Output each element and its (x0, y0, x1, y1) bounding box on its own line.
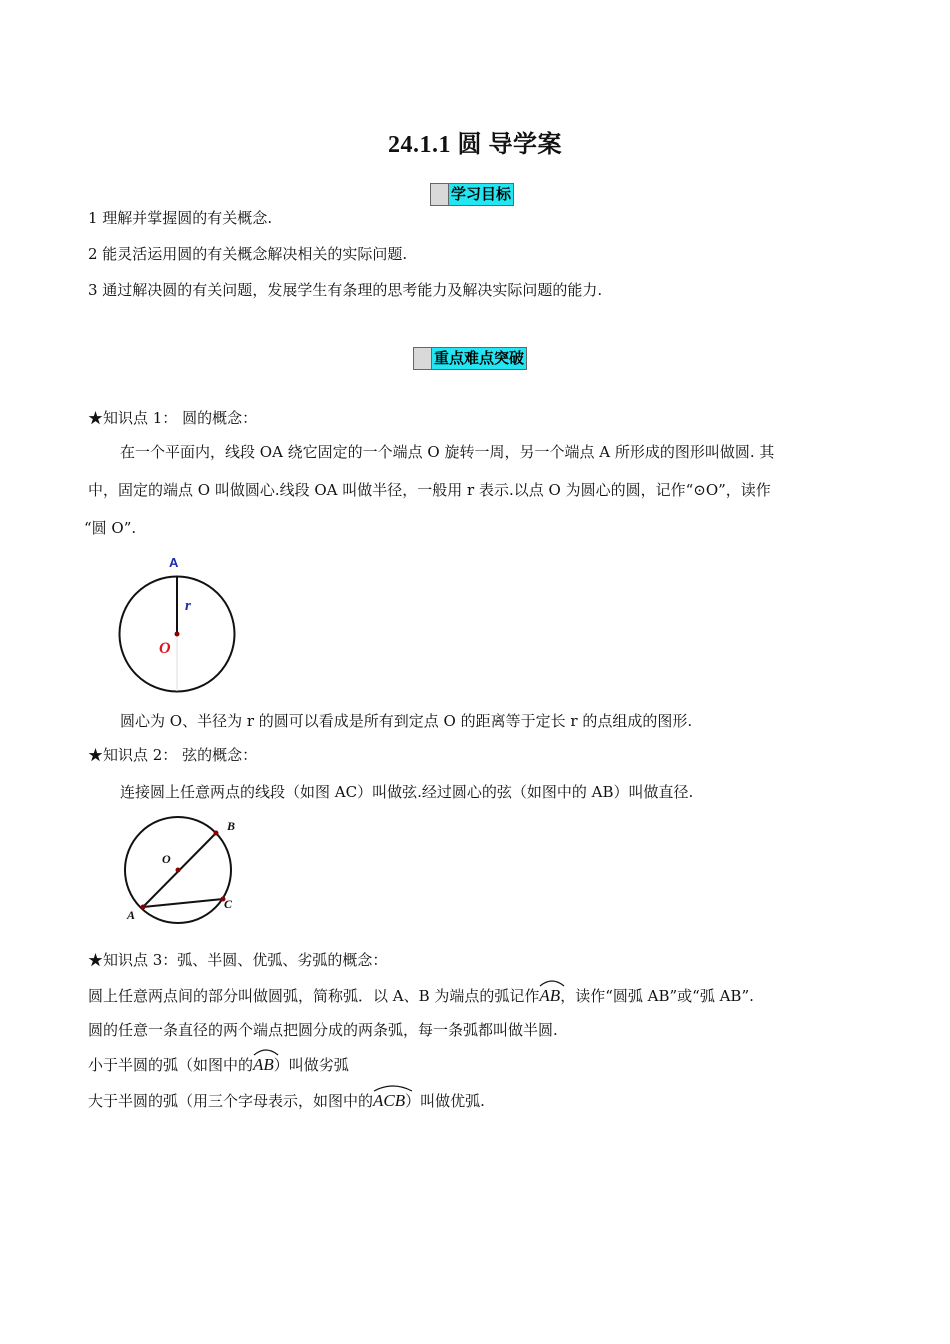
arc-ab-symbol (539, 984, 560, 1006)
kp3-line-1 (88, 984, 754, 1006)
arc-mark (539, 979, 565, 987)
text: 圆上任意两点间的部分叫做圆弧，简称弧．以 A、B 为端点的弧记作 (88, 987, 540, 1005)
label-a: A (127, 908, 136, 922)
kp3-line-2: 圆的任意一条直径的两个端点把圆分成的两条弧，每一条弧都叫做半圆. (88, 1021, 558, 1039)
section-badge-objectives (430, 183, 514, 206)
badge-label: 重点难点突破 (434, 349, 525, 367)
arc-acb-symbol (373, 1089, 405, 1111)
point-a (141, 905, 146, 910)
kp1-heading: ★知识点 1： 圆的概念： (88, 409, 258, 427)
arc-ab-text: AB (539, 986, 561, 1005)
section-badge-key-points (413, 347, 527, 370)
arc-mark (373, 1084, 413, 1092)
circle-radius-figure (110, 550, 250, 700)
page-title: 24.1.1 圆 导学案 (388, 132, 562, 158)
badge-label: 学习目标 (451, 185, 512, 203)
label-a: A (169, 555, 179, 570)
point-b (214, 831, 219, 836)
badge-tab (431, 184, 449, 205)
label-o: O (159, 640, 171, 657)
kp2-paragraph: 连接圆上任意两点的线段（如图 AC）叫做弦.经过圆心的弦（如图中的 AB）叫做直径. (120, 783, 694, 801)
label-c: C (224, 897, 233, 911)
text: ）叫做劣弧 (273, 1056, 349, 1074)
kp1-paragraph-line: 在一个平面内，线段 OA 绕它固定的一个端点 O 旋转一周，另一个端点 A 所形成的图形叫做圆. 其 (120, 443, 775, 461)
badge-tab (414, 348, 432, 369)
kp2-heading: ★知识点 2： 弦的概念： (88, 746, 258, 764)
kp3-heading: ★知识点 3：弧、半圆、优弧、劣弧的概念： (88, 951, 388, 969)
arc-ab-symbol (253, 1053, 274, 1075)
text: ，读作“圆弧 AB”或“弧 AB”. (560, 987, 754, 1005)
text: ）叫做优弧. (405, 1092, 485, 1110)
center-point (176, 868, 181, 873)
label-o: O (162, 852, 171, 866)
arc-acb-text: ACB (373, 1091, 406, 1110)
kp1-note: 圆心为 O、半径为 r 的圆可以看成是所有到定点 O 的距离等于定长 r 的点组成的图形. (120, 712, 693, 730)
kp1-paragraph-line: “圆 O”. (84, 519, 137, 537)
arc-ab-text: AB (253, 1055, 274, 1074)
arc-mark (253, 1048, 279, 1056)
label-r: r (185, 598, 191, 614)
objective-item: 3 通过解决圆的有关问题，发展学生有条理的思考能力及解决实际问题的能力. (88, 281, 603, 299)
center-point (175, 632, 180, 637)
text: 小于半圆的弧（如图中的 (88, 1056, 254, 1074)
kp3-line-4 (88, 1089, 485, 1111)
text: 大于半圆的弧（用三个字母表示，如图中的 (88, 1092, 374, 1110)
objective-item: 1 理解并掌握圆的有关概念. (88, 209, 273, 227)
chord-diameter-figure (115, 812, 245, 924)
kp3-line-3 (88, 1053, 349, 1075)
objective-item: 2 能灵活运用圆的有关概念解决相关的实际问题. (88, 245, 408, 263)
kp1-paragraph-line: 中，固定的端点 O 叫做圆心.线段 OA 叫做半径，一般用 r 表示.以点 O 为圆心的圆，记作“⊙O”，读作 (88, 481, 771, 499)
chord-ac (143, 899, 223, 907)
label-b: B (227, 819, 236, 833)
